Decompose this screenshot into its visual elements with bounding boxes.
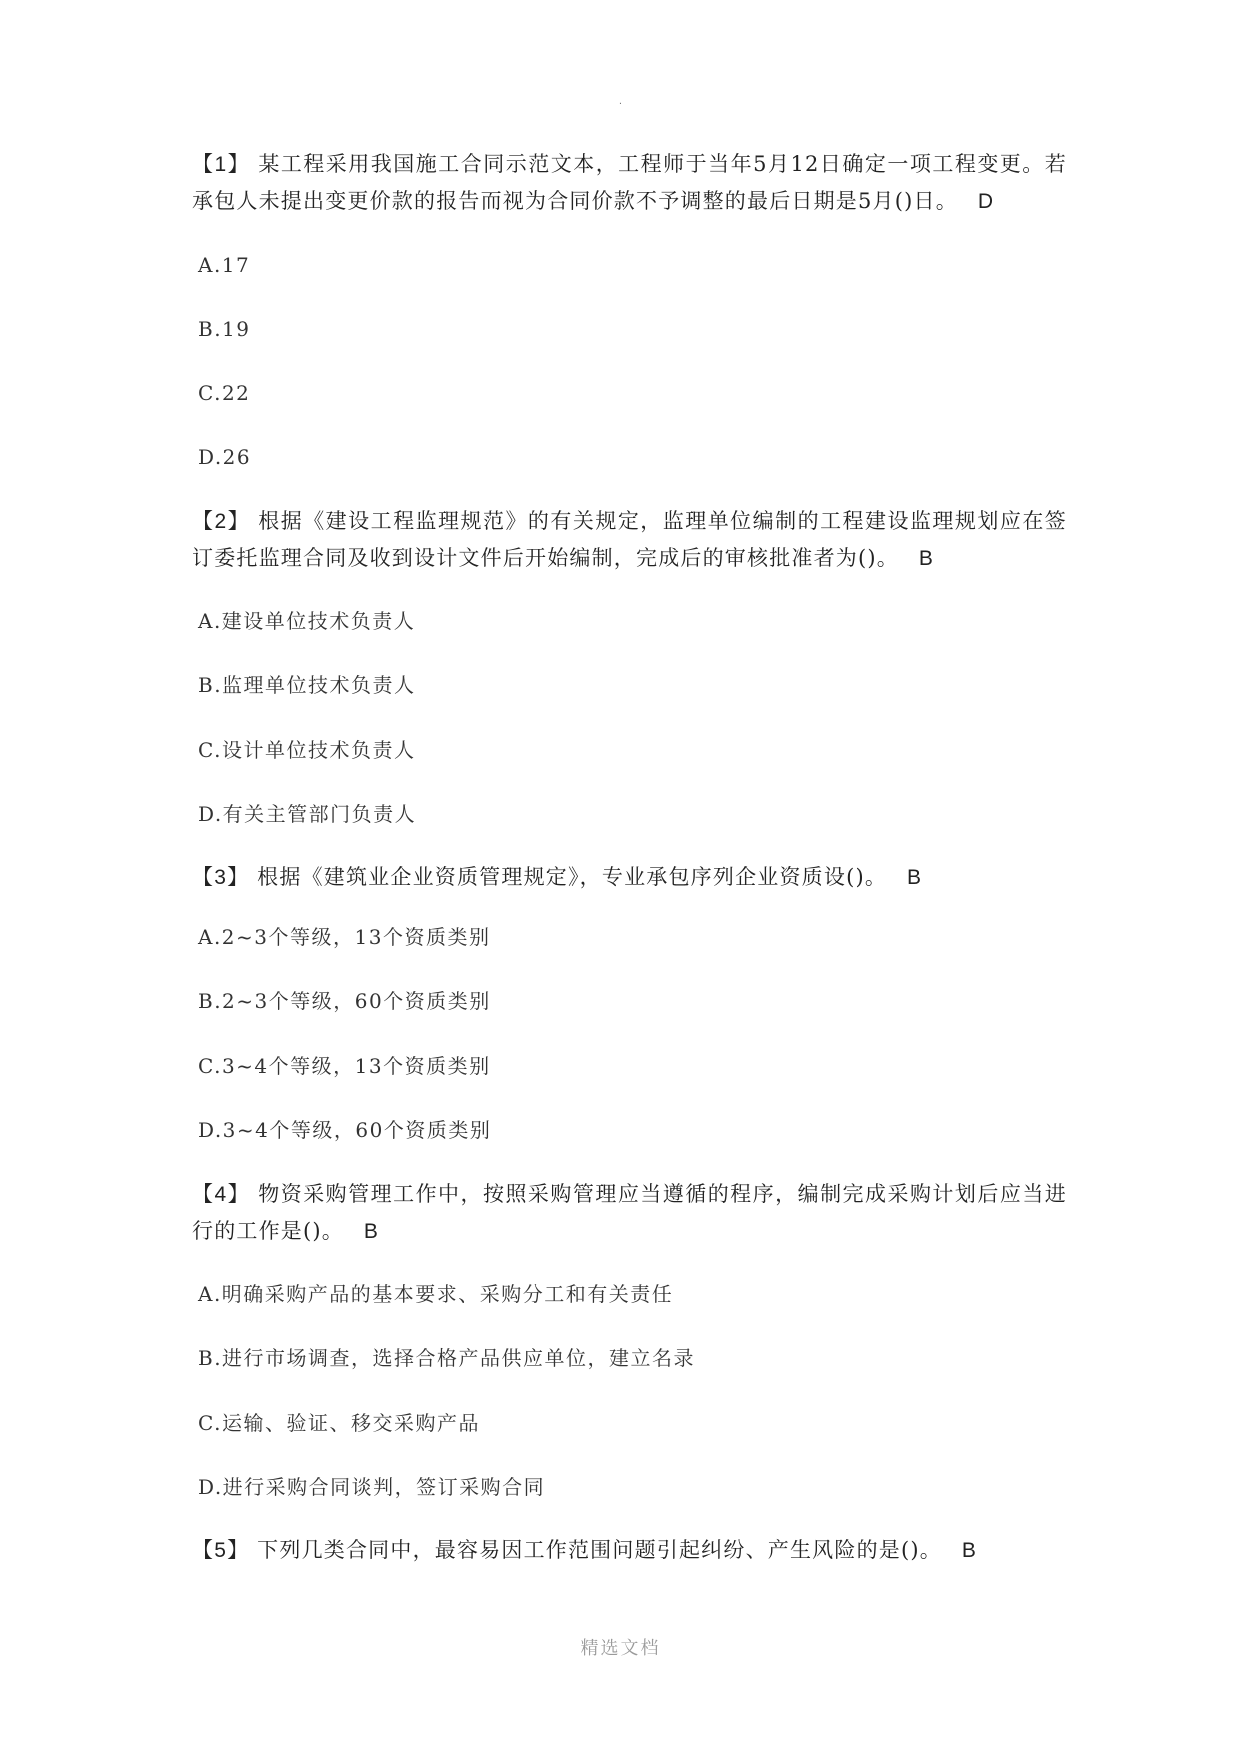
question-5	[192, 1532, 1067, 1569]
option-d: D.26	[198, 445, 252, 469]
option-b: B.监理单位技术负责人	[198, 673, 416, 697]
answer-key: B	[906, 866, 923, 889]
option-c: C.运输、验证、移交采购产品	[198, 1411, 480, 1435]
option-b: B.进行市场调查，选择合格产品供应单位，建立名录	[198, 1346, 696, 1370]
option-c: C.22	[198, 381, 251, 405]
question-1	[192, 146, 1067, 220]
header-mark: .	[618, 96, 623, 107]
answer-key: B	[961, 1539, 978, 1562]
option-b: B.2~3个等级，60个资质类别	[198, 989, 491, 1013]
question-text: 根据《建设工程监理规范》的有关规定，监理单位编制的工程建设监理规划应在签订委托监理合同及收到设计文件后开始编制，完成后的审核批准者为()。	[192, 509, 1067, 570]
option-a: A.17	[198, 253, 251, 277]
answer-key: D	[977, 190, 995, 213]
question-number: 【1】	[192, 153, 251, 176]
option-d: D.有关主管部门负责人	[198, 802, 417, 826]
question-4	[192, 1176, 1067, 1250]
question-text: 根据《建筑业企业资质管理规定》，专业承包序列企业资质设()。	[257, 865, 888, 889]
option-c: C.3~4个等级，13个资质类别	[198, 1054, 491, 1078]
question-number: 【5】	[192, 1539, 250, 1562]
option-a: A.建设单位技术负责人	[198, 609, 416, 633]
question-text: 物资采购管理工作中，按照采购管理应当遵循的程序，编制完成采购计划后应当进行的工作是()。	[192, 1182, 1067, 1243]
option-a: A.明确采购产品的基本要求、采购分工和有关责任	[198, 1282, 674, 1306]
option-c: C.设计单位技术负责人	[198, 738, 416, 762]
option-b: B.19	[198, 317, 251, 341]
option-d: D.3~4个等级，60个资质类别	[198, 1118, 492, 1142]
answer-key: B	[918, 547, 935, 570]
footer-watermark: 精选文档	[580, 1638, 661, 1659]
option-a: A.2~3个等级，13个资质类别	[198, 925, 491, 949]
option-d: D.进行采购合同谈判，签订采购合同	[198, 1475, 546, 1499]
question-number: 【2】	[192, 510, 251, 533]
question-text: 下列几类合同中，最容易因工作范围问题引起纠纷、产生风险的是()。	[257, 1538, 942, 1562]
question-3	[192, 859, 1067, 896]
question-number: 【4】	[192, 1183, 251, 1206]
question-text: 某工程采用我国施工合同示范文本，工程师于当年5月12日确定一项工程变更。若承包人未提出变更价款的报告而视为合同价款不予调整的最后日期是5月()日。	[192, 152, 1067, 213]
question-number: 【3】	[192, 866, 250, 889]
question-2	[192, 503, 1067, 577]
answer-key: B	[363, 1220, 380, 1243]
